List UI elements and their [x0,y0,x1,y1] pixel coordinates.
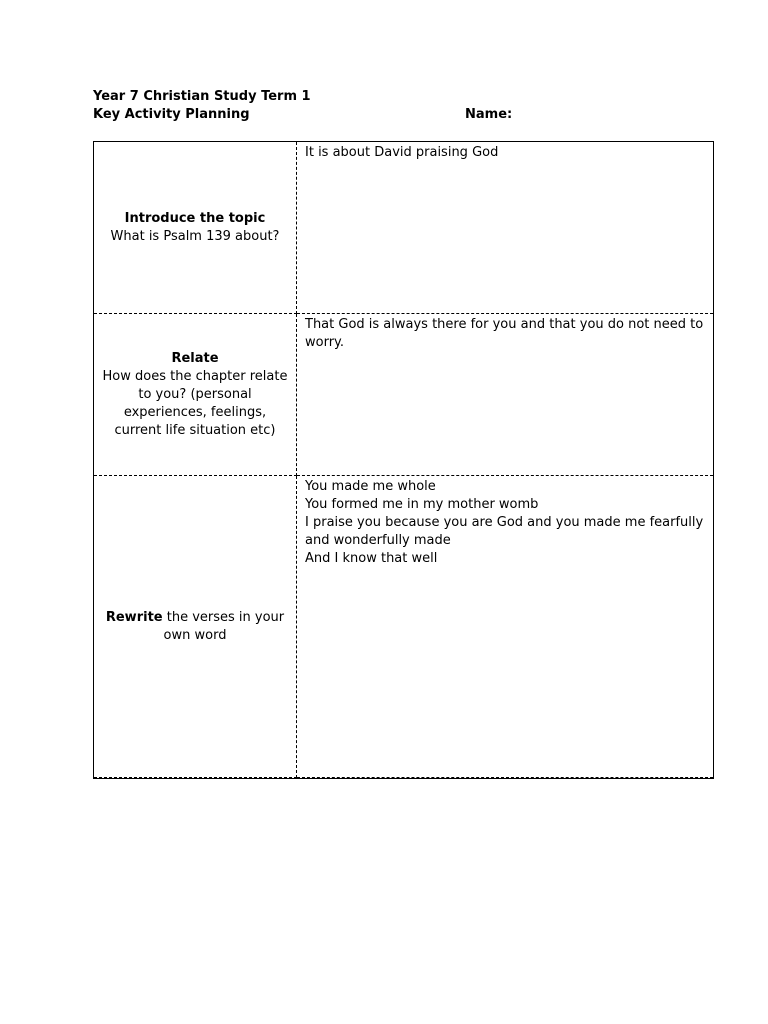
answer-line: I praise you because you are God and you made me fearfully and wonderfully made [305,515,704,548]
worksheet-title: Year 7 Christian Study Term 1 [93,89,311,104]
prompt-heading: Introduce the topic [124,210,266,226]
worksheet-header [93,88,311,124]
answer-line: You made me whole [305,479,436,494]
prompt-cell-rewrite [94,476,297,778]
answer-line: That God is always there for you and that you do not need to worry. [305,317,704,350]
prompt-text: How does the chapter relate to you? (personal experiences, feelings, current life situation etc) [102,368,288,438]
answer-line: You formed me in my mother womb [305,497,539,512]
prompt-text: the verses in your own word [162,609,285,643]
answer-line: It is about David praising God [305,145,499,160]
answer-cell-introduce[interactable] [297,142,713,314]
answer-line: And I know that well [305,551,438,566]
prompt-text: What is Psalm 139 about? [110,228,280,244]
prompt-cell-relate [94,314,297,476]
answer-cell-rewrite[interactable] [297,476,713,778]
worksheet-subtitle: Key Activity Planning [93,107,250,122]
prompt-heading: Relate [171,350,219,366]
prompt-heading: Rewrite [105,609,163,625]
answer-cell-relate[interactable] [297,314,713,476]
name-label: Name: [465,107,513,122]
activity-planning-table [93,141,714,779]
prompt-cell-introduce [94,142,297,314]
